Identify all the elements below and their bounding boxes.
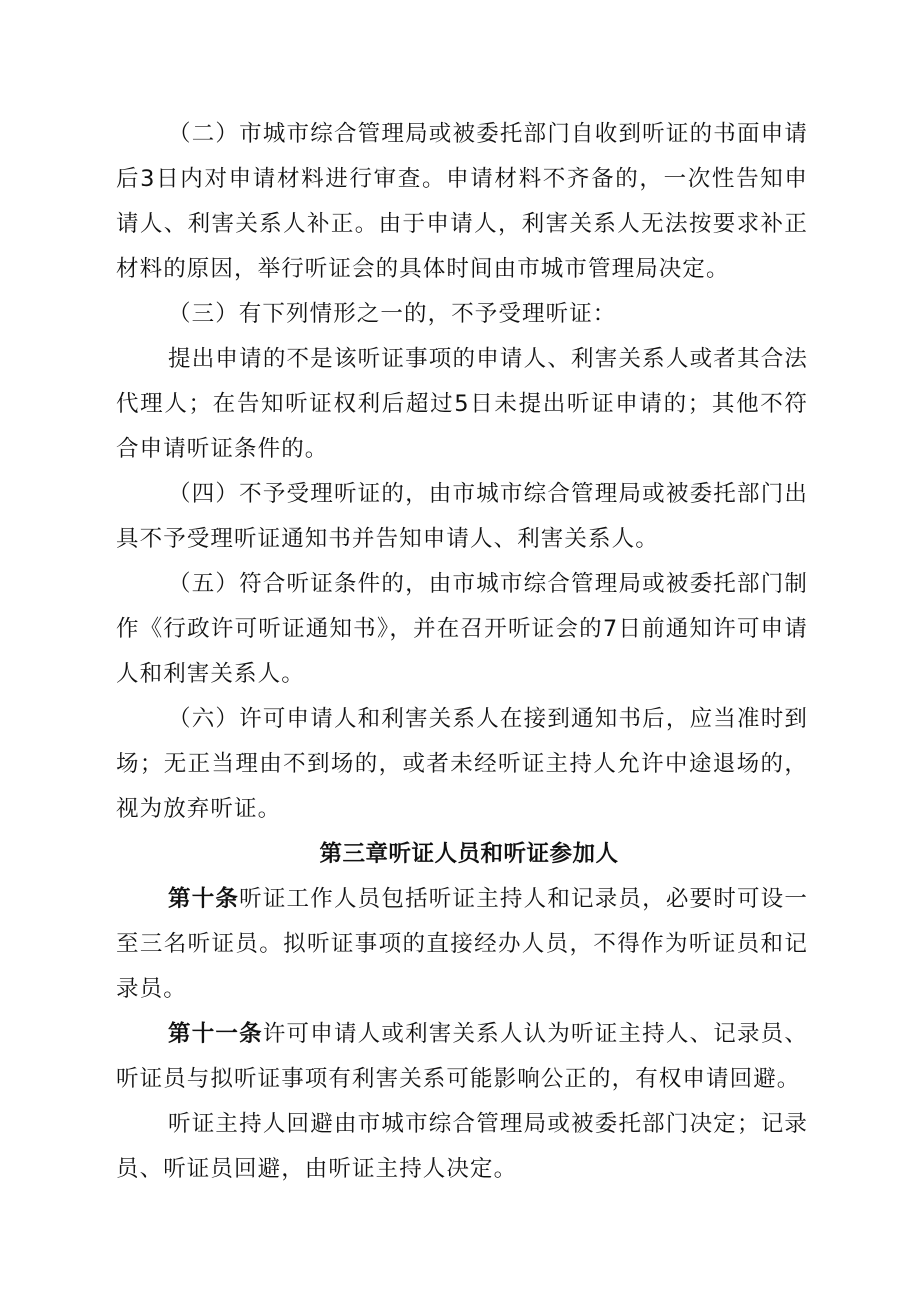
article-11-text: 许可申请人或利害关系人认为听证主持人、记录员、听证员与拟听证事项有利害关系可能影响公正的，有权申请回避。 <box>116 1021 808 1092</box>
paragraph-3: （三）有下列情形之一的，不予受理听证： <box>168 301 617 327</box>
paragraph-5: （五）符合听证条件的，由市城市综合管理局或被委托部门制作《行政许可听证通知书》，并在召开听证会的7日前通知许可申请人和利害关系人。 <box>116 571 808 687</box>
article-10 <box>116 877 808 1012</box>
chapter-heading: 第三章听证人员和听证参加人 <box>319 841 619 867</box>
paragraph-3-detail: 提出申请的不是该听证事项的申请人、利害关系人或者其合法代理人；在告知听证权利后超过5日未提出听证申请的；其他不符合申请听证条件的。 <box>116 346 808 462</box>
document-page <box>116 112 808 1192</box>
paragraph-6: （六）许可申请人和利害关系人在接到通知书后，应当准时到场；无正当理由不到场的，或者未经听证主持人允许中途退场的，视为放弃听证。 <box>116 706 808 822</box>
article-10-number: 第十条 <box>168 886 240 912</box>
article-11 <box>116 1012 808 1102</box>
paragraph-4: （四）不予受理听证的，由市城市综合管理局或被委托部门出具不予受理听证通知书并告知申请人、利害关系人。 <box>116 481 808 552</box>
article-11-number: 第十一条 <box>168 1021 263 1047</box>
article-10-text: 听证工作人员包括听证主持人和记录员，必要时可设一至三名听证员。拟听证事项的直接经办人员，不得作为听证员和记录员。 <box>116 886 808 1002</box>
paragraph-2: （二）市城市综合管理局或被委托部门自收到听证的书面申请后3日内对申请材料进行审查。申请材料不齐备的，一次性告知申请人、利害关系人补正。由于申请人，利害关系人无法按要求补正材料的原因，举行听证会的具体时间由市城市管理局决定。 <box>116 121 808 282</box>
closing-paragraph: 听证主持人回避由市城市综合管理局或被委托部门决定；记录员、听证员回避，由听证主持人决定。 <box>116 1111 808 1182</box>
